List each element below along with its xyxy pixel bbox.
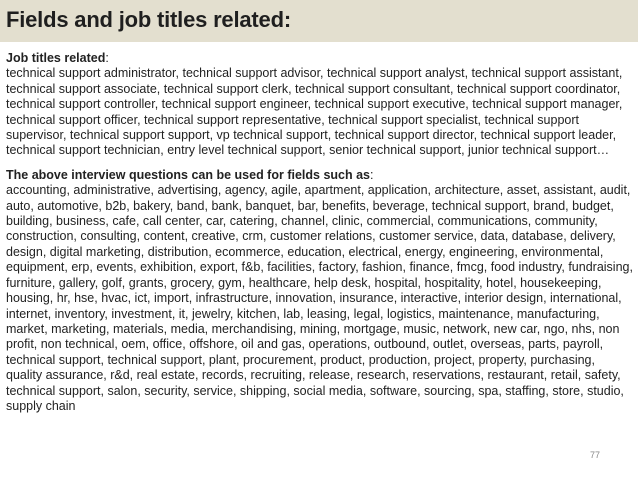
fields-heading-colon: : [370,167,374,182]
fields-heading [6,168,634,183]
title-band [0,0,638,42]
fields-heading-text: The above interview questions can be used for fields such as [6,167,370,182]
job-titles-heading [6,51,634,66]
job-titles-section [6,51,634,159]
section-spacer [6,159,634,168]
job-titles-list: technical support administrator, technical support advisor, technical support analyst, technical support assistant, technical support associate, technical support clerk, technical support consultant, technical support coordinator, technical support controller, technical support engineer, technical support executive, technical support manager, technical support officer, technical support representative, technical support specialist, technical support supervisor, technical support support, vp technical support, technical support director, technical support leader, technical support technician, entry level technical support, senior technical support, junior technical support… [6,66,623,158]
slide-title: Fields and job titles related: [6,7,291,32]
fields-list: accounting, administrative, advertising, agency, agile, apartment, application, architecture, asset, assistant, audit, auto, automotive, b2b, bakery, band, bank, banquet, bar, benefits, beverage, technical support, brand, budget, building, business, cafe, call center, car, catering, channel, clinic, commercial, communications, community, construction, consulting, content, creative, crm, customer relations, customer service, data, database, delivery, design, digital marketing, distribution, ecommerce, education, electrical, energy, engineering, environmental, equipment, erp, events, exhibition, export, f&b, facilities, factory, fashion, finance, fmcg, food industry, fundraising, furniture, gallery, golf, grants, grocery, gym, healthcare, help desk, hospital, hospitality, hotel, housekeeping, housing, hr, hse, hvac, ict, import, infrastructure, innovation, insurance, interactive, interior design, international, internet, inventory, investment, it, jewelry, kitchen, lab, leasing, legal, logistics, maintenance, manufacturing, market, marketing, materials, media, merchandising, mining, mortgage, music, network, new car, ngo, nhs, non profit, non technical, oem, office, offshore, oil and gas, operations, outbound, outlet, overseas, parts, payroll, technical support, technical support, plant, procurement, product, production, project, property, purchasing, quality assurance, r&d, real estate, records, recruiting, release, research, reservations, restaurant, retail, safety, technical support, salon, security, service, shipping, social media, software, sourcing, spa, staffing, store, studio, supply chain [6,183,633,413]
job-titles-heading-colon: : [105,51,109,65]
slide-content [6,51,634,414]
job-titles-heading-text: Job titles related [6,51,106,65]
fields-section [6,168,634,415]
page-number: 77 [589,450,600,460]
